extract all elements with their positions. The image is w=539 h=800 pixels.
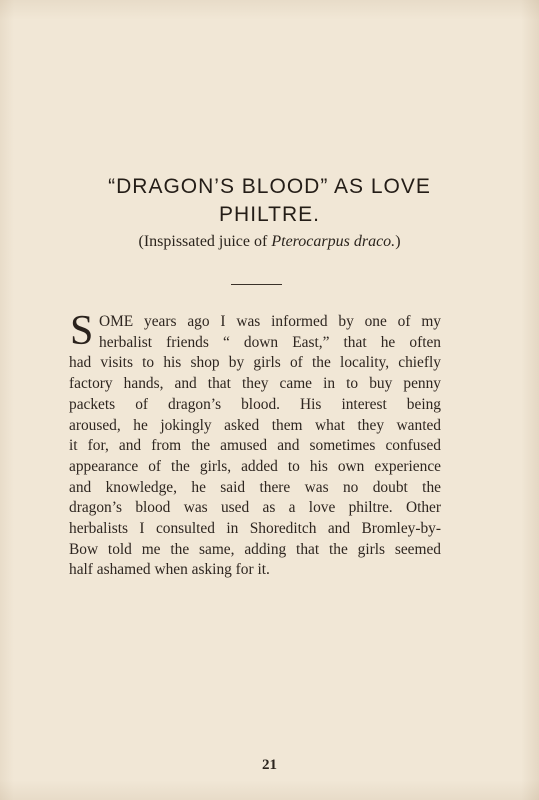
page-number: 21 — [262, 757, 277, 773]
body-line: herbalists I consulted in Shoreditch and Bromley-by- — [69, 520, 441, 538]
subtitle-suffix: ) — [395, 233, 401, 250]
drop-cap: S — [70, 308, 94, 354]
subtitle-species: Pterocarpus draco. — [271, 233, 396, 250]
chapter-title-line-2: PHILTRE. — [219, 203, 320, 226]
body-line: aroused, he jokingly asked them what they wanted — [69, 416, 441, 434]
body-line: and knowledge, he said there was no doubt the — [69, 478, 441, 496]
body-line: OME years ago I was informed by one of my — [99, 313, 441, 330]
body-line: had visits to his shop by girls of the locality, chiefly — [69, 354, 441, 372]
body-line: it for, and from the amused and sometimes confused — [69, 437, 441, 455]
body-line: half ashamed when asking for it. — [69, 561, 270, 579]
body-line: herbalist friends “ down East,” that he often — [99, 333, 441, 351]
body-line: appearance of the girls, added to his own experience — [69, 457, 441, 475]
body-line: packets of dragon’s blood. His interest being — [69, 395, 441, 413]
chapter-subtitle — [40, 233, 499, 251]
section-divider — [231, 284, 282, 285]
body-line: dragon’s blood was used as a love philtre. Other — [69, 499, 441, 517]
body-line: factory hands, and that they came in to buy penny — [69, 375, 441, 393]
subtitle-prefix: (Inspissated juice of — [138, 233, 272, 250]
body-line: Bow told me the same, adding that the girls seemed — [69, 540, 441, 558]
chapter-title-line-1: “DRAGON’S BLOOD” AS LOVE — [108, 175, 431, 198]
body-paragraph — [69, 308, 441, 581]
